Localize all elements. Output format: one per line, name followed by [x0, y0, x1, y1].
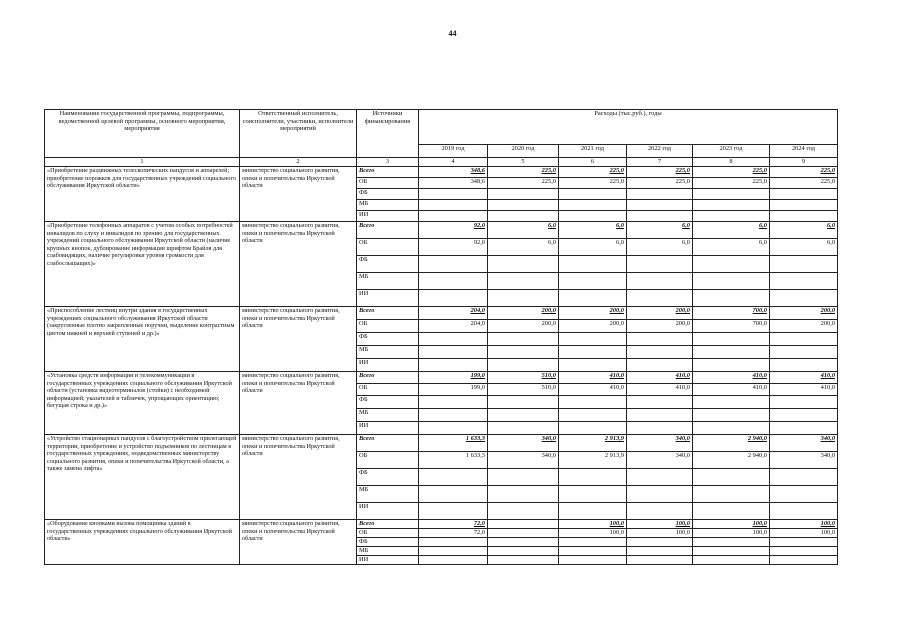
expense-value [488, 547, 559, 556]
expense-value [419, 290, 488, 307]
expense-value: 225,0 [627, 178, 693, 189]
header-source: Источники финансирования [357, 110, 419, 158]
funding-source: МБ [357, 547, 419, 556]
funding-source: ИИ [357, 211, 419, 222]
expense-value [419, 346, 488, 359]
expense-value: 410,0 [627, 384, 693, 396]
expense-value [488, 529, 559, 538]
expense-value [770, 346, 838, 359]
column-number: 6 [559, 158, 627, 167]
table-body [45, 167, 838, 565]
expense-value [488, 409, 559, 422]
expense-value: 200,0 [770, 320, 838, 333]
expense-value [693, 256, 770, 273]
expense-value [419, 556, 488, 565]
expense-value [559, 556, 627, 565]
expense-value [770, 547, 838, 556]
expenses-table [44, 109, 838, 565]
expense-value [770, 409, 838, 422]
funding-source: МБ [357, 346, 419, 359]
funding-source: ОБ [357, 529, 419, 538]
expense-value: 100,0 [693, 529, 770, 538]
expense-value: 1 633,3 [419, 452, 488, 469]
expense-value [693, 333, 770, 346]
measure-name: «Устройство стационарных пандусов с благоустройством прилегающей территории, приобретение и устройство подъемников по лестницам в государственных учреждениях, подведомственных министерству социального развития, опеки и попечительства Иркутской области, а также замена лифта» [45, 435, 240, 520]
expense-value [693, 538, 770, 547]
column-number: 1 [45, 158, 240, 167]
expense-value: 340,0 [488, 452, 559, 469]
funding-source: Всего [357, 307, 419, 320]
expense-value: 410,0 [770, 372, 838, 384]
funding-source: ОБ [357, 178, 419, 189]
expense-value [419, 547, 488, 556]
measure-name: «Приобретение телефонных аппаратов с учетом особых потребностей инвалидов по слуху и инвалидов по зрению для государственных учреждений социального обслуживания Иркутской области (наличие крупных кнопок, дублирование информации шрифтом Брайля для слабовидящих, наличие регулировки уровня громкости для слабослышащих)» [45, 222, 240, 307]
expense-value [559, 273, 627, 290]
funding-source: ОБ [357, 239, 419, 256]
funding-source: ФБ [357, 538, 419, 547]
expense-value [559, 359, 627, 372]
funding-source: Всего [357, 167, 419, 178]
expense-value: 340,0 [770, 435, 838, 452]
expense-value: 340,0 [488, 435, 559, 452]
expense-value: 510,0 [488, 384, 559, 396]
expense-value: 410,0 [627, 372, 693, 384]
column-number: 8 [693, 158, 770, 167]
expense-value [770, 486, 838, 503]
column-number: 4 [419, 158, 488, 167]
expense-value [627, 273, 693, 290]
expense-value [770, 200, 838, 211]
expense-value [488, 189, 559, 200]
expense-value [488, 290, 559, 307]
table-header [45, 110, 838, 167]
expense-value [693, 547, 770, 556]
expense-value [419, 359, 488, 372]
expense-value [627, 538, 693, 547]
funding-source: ИИ [357, 359, 419, 372]
expense-value [488, 538, 559, 547]
expense-value [559, 396, 627, 409]
expense-value [559, 486, 627, 503]
expense-value: 225,0 [559, 167, 627, 178]
expense-value: 6,0 [770, 222, 838, 239]
column-number: 3 [357, 158, 419, 167]
funding-source: МБ [357, 200, 419, 211]
expense-value: 200,0 [488, 320, 559, 333]
header-year: 2021 год [559, 145, 627, 158]
expense-value [488, 422, 559, 435]
expense-value: 340,0 [627, 435, 693, 452]
column-number: 5 [488, 158, 559, 167]
funding-source: Всего [357, 435, 419, 452]
expense-value [419, 538, 488, 547]
expense-value: 100,0 [559, 520, 627, 529]
expense-value [419, 333, 488, 346]
header-year: 2019 год [419, 145, 488, 158]
expense-value: 340,0 [627, 452, 693, 469]
expense-value: 2 940,0 [693, 435, 770, 452]
header-executor: Ответственный исполнитель, соисполнители, участники, исполнители мероприятий [240, 110, 357, 158]
expense-value [419, 422, 488, 435]
expense-value: 348,6 [419, 178, 488, 189]
expense-value [627, 469, 693, 486]
expense-value [419, 189, 488, 200]
expense-value: 100,0 [770, 520, 838, 529]
table-row [45, 307, 838, 320]
expense-value [488, 200, 559, 211]
funding-source: ОБ [357, 384, 419, 396]
expense-value: 72,0 [419, 520, 488, 529]
expense-value: 6,0 [693, 239, 770, 256]
expense-value: 92,0 [419, 222, 488, 239]
funding-source: МБ [357, 273, 419, 290]
expense-value [693, 290, 770, 307]
expense-value [770, 189, 838, 200]
expense-value [488, 503, 559, 520]
measure-executor: министерство социального развития, опеки и попечительства Иркутской области [240, 520, 357, 565]
expense-value [488, 486, 559, 503]
expense-value [559, 200, 627, 211]
expense-value: 100,0 [770, 529, 838, 538]
expense-value: 225,0 [488, 178, 559, 189]
expense-value [693, 346, 770, 359]
expense-value [627, 422, 693, 435]
expense-value [770, 273, 838, 290]
expense-value [488, 211, 559, 222]
expense-value [627, 556, 693, 565]
expense-value [627, 200, 693, 211]
measure-executor: министерство социального развития, опеки и попечительства Иркутской области [240, 435, 357, 520]
expense-value [559, 333, 627, 346]
expense-value: 225,0 [627, 167, 693, 178]
expense-value: 204,0 [419, 307, 488, 320]
expense-value [770, 396, 838, 409]
table-row [45, 167, 838, 178]
funding-source: ОБ [357, 320, 419, 333]
header-expenses: Расходы (тыс.руб.), годы [419, 110, 838, 145]
column-numbers-row [45, 158, 838, 167]
expense-value [770, 538, 838, 547]
header-year: 2024 год [770, 145, 838, 158]
funding-source: Всего [357, 520, 419, 529]
expense-value [693, 422, 770, 435]
expense-value [627, 547, 693, 556]
expense-value: 200,0 [627, 307, 693, 320]
expense-value [559, 189, 627, 200]
expense-value [419, 396, 488, 409]
expense-value [693, 396, 770, 409]
expense-value [627, 396, 693, 409]
expense-value [693, 359, 770, 372]
funding-source: ИИ [357, 556, 419, 565]
expense-value [559, 469, 627, 486]
expense-value [693, 469, 770, 486]
expense-value [559, 538, 627, 547]
funding-source: ФБ [357, 469, 419, 486]
expense-value: 410,0 [693, 372, 770, 384]
column-number: 9 [770, 158, 838, 167]
expense-value [693, 189, 770, 200]
expense-value [488, 469, 559, 486]
expense-value [419, 469, 488, 486]
expense-value: 6,0 [627, 239, 693, 256]
expense-value [419, 409, 488, 422]
header-year: 2022 год [627, 145, 693, 158]
expense-value [559, 503, 627, 520]
expense-value [488, 333, 559, 346]
expense-value: 225,0 [488, 167, 559, 178]
expense-value [559, 409, 627, 422]
funding-source: ОБ [357, 452, 419, 469]
expense-value [693, 211, 770, 222]
expense-value [559, 290, 627, 307]
expense-value [419, 486, 488, 503]
expense-value [627, 211, 693, 222]
expense-value: 225,0 [693, 178, 770, 189]
header-year: 2020 год [488, 145, 559, 158]
measure-name: «Оборудование кнопками вызова помощника зданий в государственных учреждениях социального обслуживания Иркутской области» [45, 520, 240, 565]
table-row [45, 372, 838, 384]
expense-value: 340,0 [770, 452, 838, 469]
expense-value [770, 422, 838, 435]
expense-value [488, 273, 559, 290]
expense-value: 225,0 [770, 167, 838, 178]
expense-value [488, 346, 559, 359]
expense-value: 6,0 [770, 239, 838, 256]
expense-value: 199,0 [419, 372, 488, 384]
funding-source: МБ [357, 409, 419, 422]
expense-value: 410,0 [559, 384, 627, 396]
funding-source: ФБ [357, 256, 419, 273]
measure-name: «Приобретение раздвижных телескопических пандусов и аппарелей; приобретение порожков для государственных учреждений социального обслуживания Иркутской области» [45, 167, 240, 222]
expense-value: 6,0 [488, 239, 559, 256]
expense-value [559, 547, 627, 556]
expense-value: 410,0 [693, 384, 770, 396]
expense-value [559, 211, 627, 222]
expense-value: 200,0 [627, 320, 693, 333]
expense-value [693, 273, 770, 290]
expense-value: 200,0 [559, 307, 627, 320]
expense-value [559, 256, 627, 273]
measure-executor: министерство социального развития, опеки и попечительства Иркутской области [240, 222, 357, 307]
header-year: 2023 год [693, 145, 770, 158]
measure-executor: министерство социального развития, опеки и попечительства Иркутской области [240, 307, 357, 372]
expense-value: 100,0 [627, 520, 693, 529]
expense-value: 510,0 [488, 372, 559, 384]
funding-source: МБ [357, 486, 419, 503]
expense-value [419, 273, 488, 290]
page-number: 44 [448, 29, 457, 38]
funding-source: ИИ [357, 290, 419, 307]
column-number: 7 [627, 158, 693, 167]
funding-source: Всего [357, 372, 419, 384]
expense-value [770, 256, 838, 273]
funding-source: ФБ [357, 189, 419, 200]
expense-value: 410,0 [770, 384, 838, 396]
expense-value: 200,0 [770, 307, 838, 320]
funding-source: Всего [357, 222, 419, 239]
expense-value: 1 633,3 [419, 435, 488, 452]
expense-value: 225,0 [693, 167, 770, 178]
expense-value: 225,0 [770, 178, 838, 189]
expense-value: 410,0 [559, 372, 627, 384]
expense-value: 72,0 [419, 529, 488, 538]
expense-value [627, 359, 693, 372]
expense-value: 348,6 [419, 167, 488, 178]
expense-value [488, 556, 559, 565]
expense-value: 2 940,0 [693, 452, 770, 469]
expense-value [627, 346, 693, 359]
expense-value: 700,0 [693, 307, 770, 320]
measure-name: «Установка средств информации и телекоммуникации в государственных учреждениях социального обслуживания Иркутской области (установка видеотерминалов (стойки) с необходимой информацией; указателей и табличек, упрощающих ориентацию; бегущая строка и др.)» [45, 372, 240, 435]
expense-value [770, 556, 838, 565]
expense-value: 225,0 [559, 178, 627, 189]
expense-value: 6,0 [488, 222, 559, 239]
expense-value: 100,0 [559, 529, 627, 538]
expense-value: 200,0 [488, 307, 559, 320]
expense-value [770, 290, 838, 307]
expense-value [770, 333, 838, 346]
measure-executor: министерство социального развития, опеки и попечительства Иркутской области [240, 372, 357, 435]
expense-value [488, 396, 559, 409]
table-row [45, 222, 838, 239]
expense-value [419, 256, 488, 273]
expense-value: 204,0 [419, 320, 488, 333]
expense-value: 199,0 [419, 384, 488, 396]
expense-value [627, 503, 693, 520]
expense-value [419, 503, 488, 520]
expense-value [627, 333, 693, 346]
column-number: 2 [240, 158, 357, 167]
expense-value: 6,0 [559, 222, 627, 239]
expense-value [693, 486, 770, 503]
expense-value: 92,0 [419, 239, 488, 256]
measure-executor: министерство социального развития, опеки и попечительства Иркутской области [240, 167, 357, 222]
expense-value: 200,0 [559, 320, 627, 333]
expense-value: 6,0 [693, 222, 770, 239]
funding-source: ИИ [357, 422, 419, 435]
expense-value [770, 469, 838, 486]
expense-value [559, 422, 627, 435]
expense-value [693, 409, 770, 422]
expense-value [693, 200, 770, 211]
table-row [45, 520, 838, 529]
expense-value: 2 913,9 [559, 435, 627, 452]
funding-source: ФБ [357, 333, 419, 346]
expense-value [627, 256, 693, 273]
expense-value [770, 359, 838, 372]
expense-value: 6,0 [559, 239, 627, 256]
funding-source: ИИ [357, 503, 419, 520]
expense-value [770, 503, 838, 520]
expense-value: 700,0 [693, 320, 770, 333]
expense-value: 100,0 [627, 529, 693, 538]
expense-value [770, 211, 838, 222]
expense-value [693, 556, 770, 565]
expense-value [488, 520, 559, 529]
expense-value [559, 346, 627, 359]
table-row [45, 435, 838, 452]
expense-value [627, 290, 693, 307]
expense-value [488, 359, 559, 372]
expense-value [627, 409, 693, 422]
expense-value [627, 486, 693, 503]
expense-value [693, 503, 770, 520]
measure-name: «Приспособление лестниц внутри здания в государственных учреждениях социального обслуживания Иркутской области (закругленные плотно закрепленные поручни, выделение контрастным цветом нижней и верхней ступеней и др.)» [45, 307, 240, 372]
expense-value [419, 211, 488, 222]
expense-value [488, 256, 559, 273]
expense-value [419, 200, 488, 211]
expense-value [627, 189, 693, 200]
expense-value: 6,0 [627, 222, 693, 239]
expense-value: 100,0 [693, 520, 770, 529]
header-name: Наименование государственной программы, подпрограммы, ведомственной целевой программы, основного мероприятия, мероприятия [45, 110, 240, 158]
funding-source: ФБ [357, 396, 419, 409]
expense-value: 2 913,9 [559, 452, 627, 469]
